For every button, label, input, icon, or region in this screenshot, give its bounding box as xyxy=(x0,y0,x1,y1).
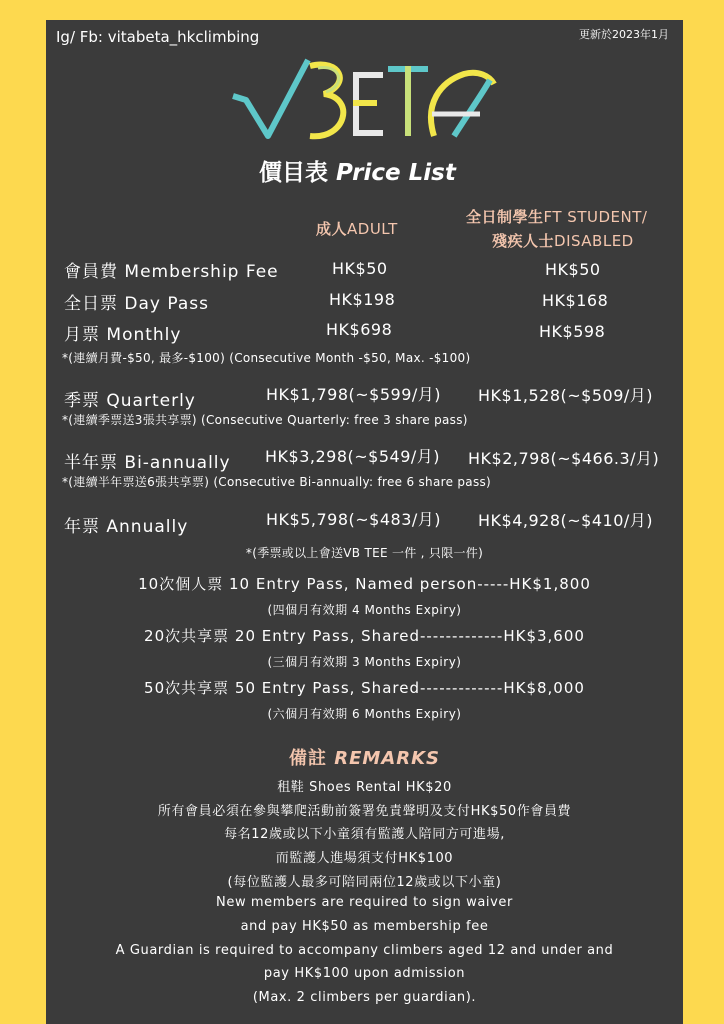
price-student-biannual: HK$2,798(~$466.3/月) xyxy=(468,449,660,468)
note-biannual: *(連續半年票送6張共享票) (Consecutive Bi-annually: free 6 share pass) xyxy=(62,475,492,489)
remark-line: 而監護人進場須支付HK$100 xyxy=(275,851,454,866)
remark-line: 所有會員必須在參與攀爬活動前簽署免責聲明及支付HK$50作會員費 xyxy=(157,804,572,819)
pass-10-expiry: (四個月有效期 4 Months Expiry) xyxy=(267,603,462,617)
social-handle: Ig/ Fb: vitabeta_hkclimbing xyxy=(56,28,260,46)
row-label-monthly: 月票 Monthly xyxy=(64,325,182,345)
row-label-quarterly: 季票 Quarterly xyxy=(64,391,196,411)
price-student-quarterly: HK$1,528(~$509/月) xyxy=(478,386,654,405)
disabled-en: DISABLED xyxy=(554,232,634,250)
title-en: Price List xyxy=(336,160,456,186)
column-header-student-line2 xyxy=(492,230,634,251)
remark-line: A Guardian is required to accompany climbers aged 12 and under and xyxy=(115,943,614,958)
remark-line: New members are required to sign waiver xyxy=(216,895,513,910)
price-adult-biannual: HK$3,298(~$549/月) xyxy=(265,447,441,466)
remark-line: (每位監護人最多可陪同兩位12歲或以下小童) xyxy=(227,875,502,890)
disabled-zh: 殘疾人士 xyxy=(492,232,555,250)
remarks-title-zh: 備註 xyxy=(288,748,327,769)
remark-line: pay HK$100 upon admission xyxy=(263,966,466,981)
student-zh: 全日制學生 xyxy=(466,208,544,226)
beta-logo xyxy=(228,54,498,146)
adult-zh: 成人 xyxy=(316,220,348,238)
remark-line: and pay HK$50 as membership fee xyxy=(240,919,489,934)
title-zh: 價目表 xyxy=(259,160,328,186)
updated-date: 更新於2023年1月 xyxy=(579,28,669,41)
remarks-title xyxy=(46,744,683,770)
price-adult-quarterly: HK$1,798(~$599/月) xyxy=(266,385,442,404)
price-adult-monthly: HK$698 xyxy=(326,320,393,339)
adult-en: ADULT xyxy=(347,220,398,238)
price-student-annual: HK$4,928(~$410/月) xyxy=(478,511,654,530)
row-label-membership: 會員費 Membership Fee xyxy=(64,262,279,282)
row-label-annual: 年票 Annually xyxy=(64,517,189,537)
price-list-sheet xyxy=(46,20,683,1024)
page-title xyxy=(259,154,456,187)
price-student-membership: HK$50 xyxy=(545,260,601,279)
price-student-day-pass: HK$168 xyxy=(542,291,609,310)
note-tee: *(季票或以上會送VB TEE 一件 , 只限一件) xyxy=(245,546,484,560)
pass-10-entry: 10次個人票 10 Entry Pass, Named person-----HK$1,800 xyxy=(138,575,591,593)
note-quarterly: *(連續季票送3張共享票) (Consecutive Quarterly: free 3 share pass) xyxy=(62,413,468,427)
column-header-adult xyxy=(316,218,398,239)
price-adult-annual: HK$5,798(~$483/月) xyxy=(266,510,442,529)
pass-20-expiry: (三個月有效期 3 Months Expiry) xyxy=(267,655,462,669)
price-adult-membership: HK$50 xyxy=(332,259,388,278)
remark-line: 每名12歲或以下小童須有監護人陪同方可進場, xyxy=(224,827,505,842)
column-header-student-line1 xyxy=(466,206,647,227)
pass-20-entry: 20次共享票 20 Entry Pass, Shared-------------HK$3,600 xyxy=(144,627,585,645)
pass-50-entry: 50次共享票 50 Entry Pass, Shared-------------HK$8,000 xyxy=(144,679,585,697)
student-en: FT STUDENT/ xyxy=(543,208,648,226)
remarks-title-en: REMARKS xyxy=(334,748,441,769)
row-label-biannual: 半年票 Bi-annually xyxy=(64,453,231,473)
remark-line: (Max. 2 climbers per guardian). xyxy=(252,990,477,1005)
remark-line: 租鞋 Shoes Rental HK$20 xyxy=(277,780,452,795)
price-adult-day-pass: HK$198 xyxy=(329,290,396,309)
note-monthly: *(連續月費-$50, 最多-$100) (Consecutive Month -$50, Max. -$100) xyxy=(62,351,471,365)
pass-50-expiry: (六個月有效期 6 Months Expiry) xyxy=(267,707,462,721)
row-label-day-pass: 全日票 Day Pass xyxy=(64,294,209,314)
price-student-monthly: HK$598 xyxy=(539,322,606,341)
